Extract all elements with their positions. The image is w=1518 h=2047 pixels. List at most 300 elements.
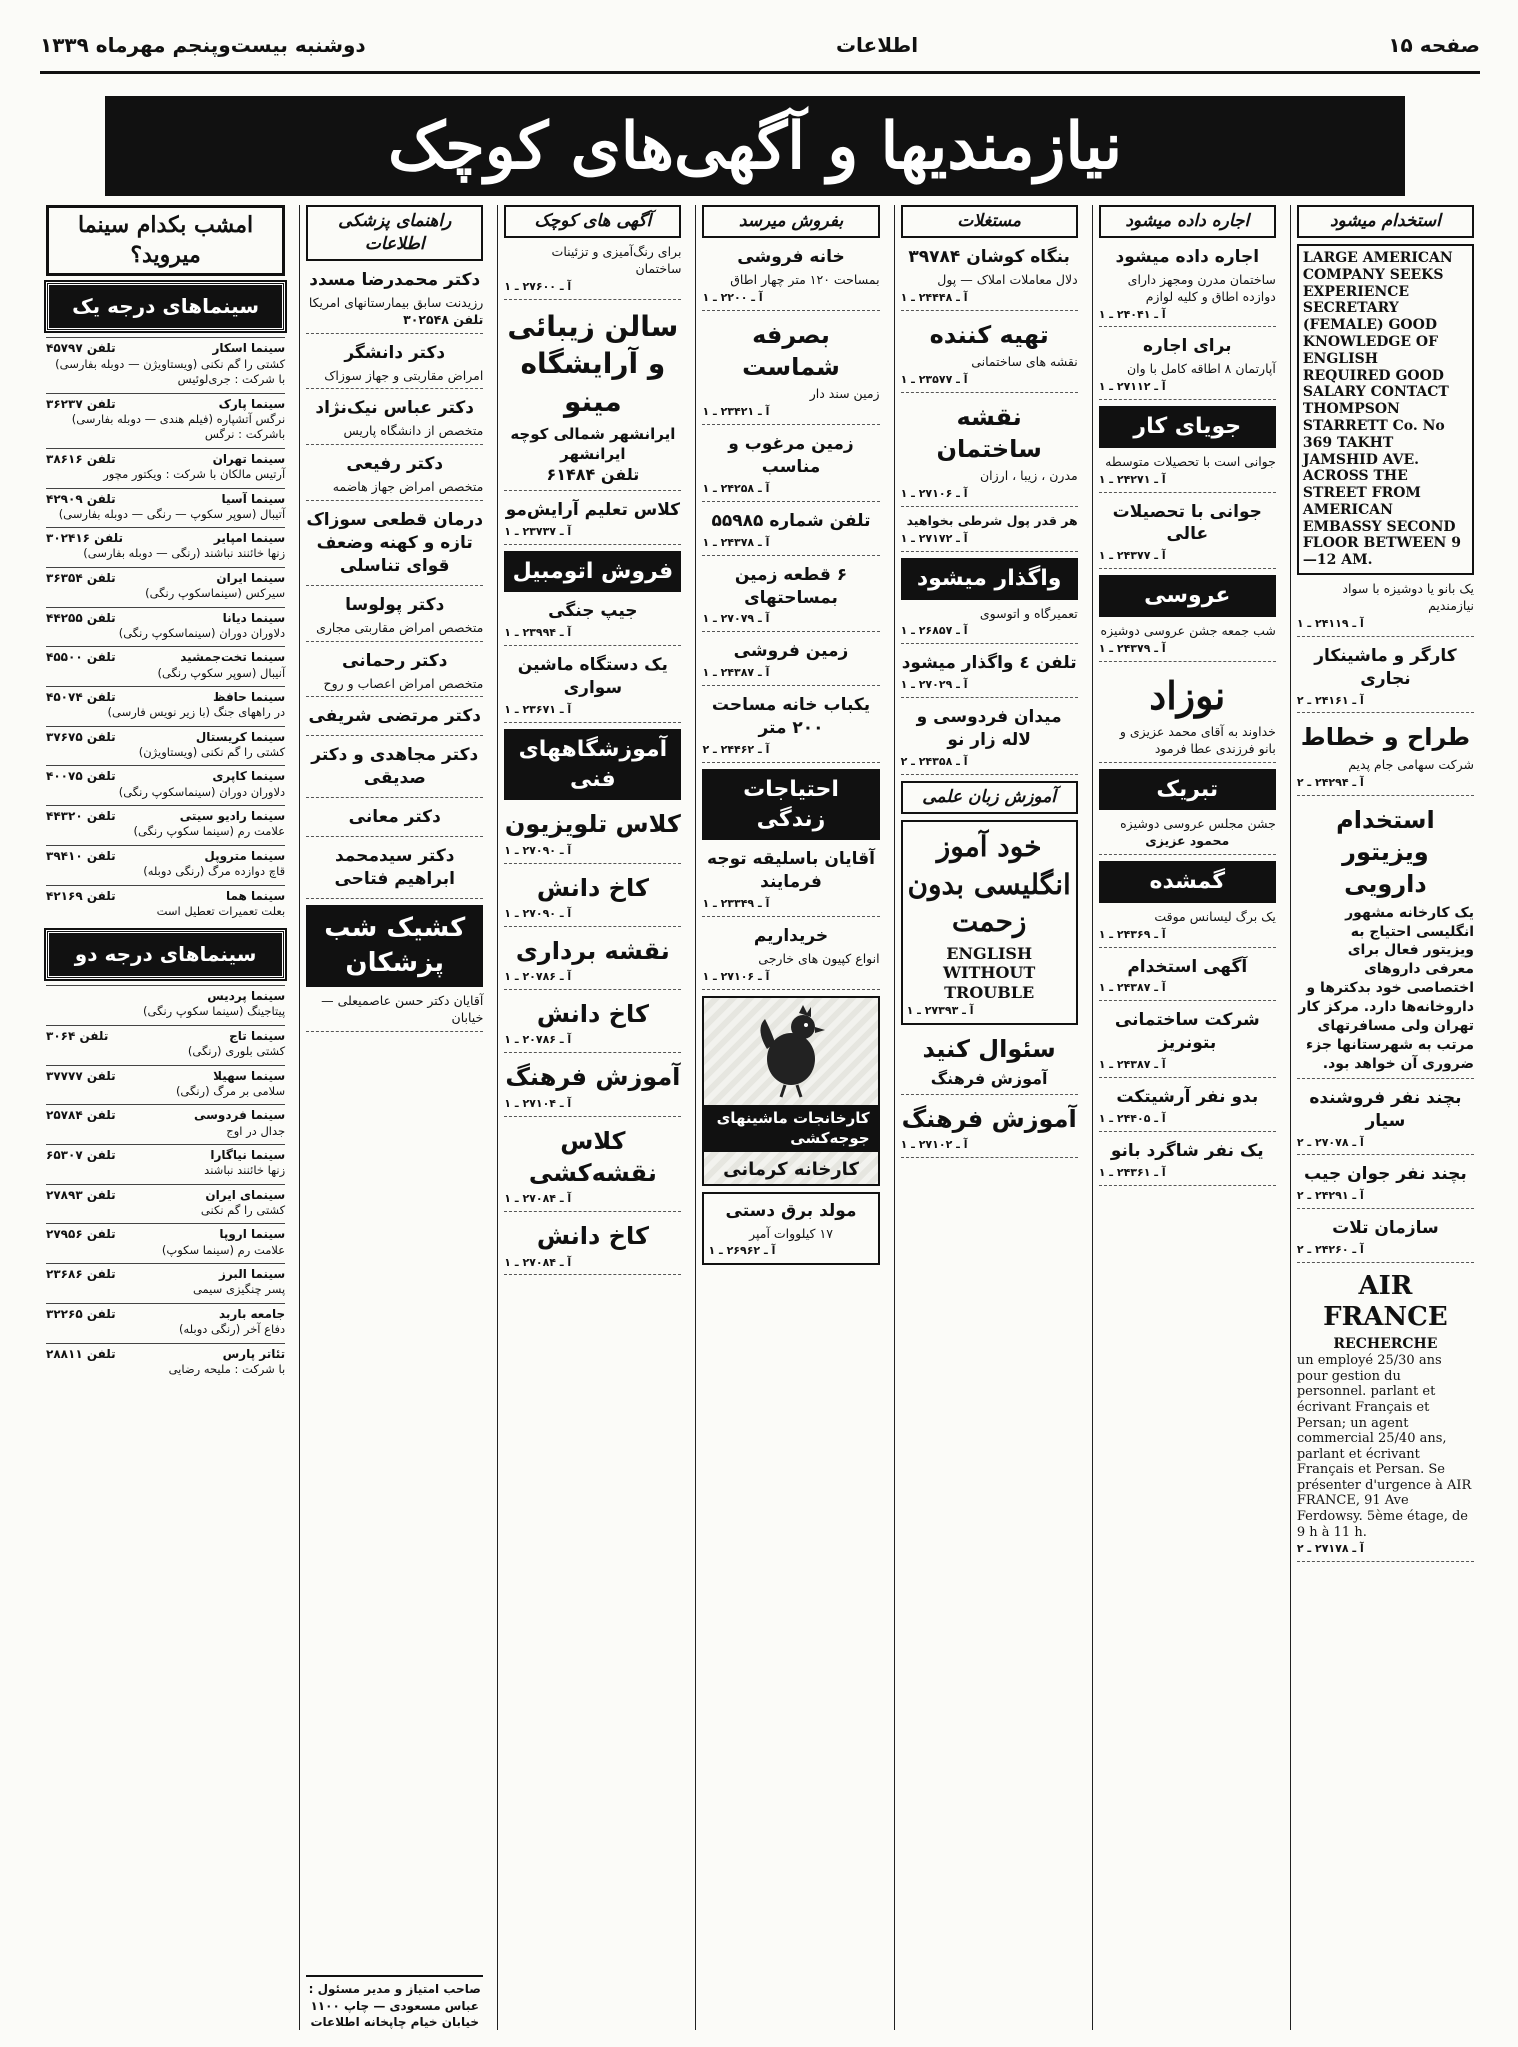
ad-title: کارگر و ماشینکار نجاری	[1314, 645, 1457, 689]
cinema-listing	[46, 805, 285, 840]
ad-title: سئوال کنید	[922, 1034, 1056, 1063]
cinema-name: سینما سهیلا	[213, 1068, 286, 1083]
sale-ad	[702, 317, 879, 426]
cinema-phone: تلفن ۴۲۹۰۹	[46, 491, 116, 506]
cinema-phone: تلفن ۴۴۲۵۵	[46, 610, 116, 625]
ad-title: بچند نفر فروشنده سیار	[1309, 1087, 1462, 1131]
cinema-listing	[46, 337, 285, 387]
cinema-name-row	[46, 1065, 285, 1084]
ad-title: جوانی با تحصیلات عالی	[1112, 501, 1262, 545]
ad-text: جوانی است با تحصیلات متوسطه	[1105, 453, 1276, 469]
doctor-ad	[306, 267, 483, 334]
wedding-ad	[1099, 623, 1276, 662]
column-title: مستغلات	[901, 205, 1078, 238]
ad-code: آ ـ ۲۰۷۸۶ ـ ۱	[504, 1033, 572, 1047]
cinema-name-row	[46, 805, 285, 824]
ad-title: کلاس نقشه‌کشی	[528, 1126, 657, 1187]
car-ad	[504, 652, 681, 723]
ad-code: آ ـ ۲۷۰۷۹ ـ ۱	[702, 612, 770, 626]
ad-title: طراح و خطاط	[1300, 723, 1471, 752]
ad-title: استخدام ویزیتور دارویی	[1336, 805, 1435, 899]
ad-title: کاخ دانش	[536, 1222, 649, 1251]
ad-code: آ ـ ۲۷۰۹۰ ـ ۱	[504, 843, 572, 857]
ad-code: آ ـ ۲۷۱۱۲ ـ ۱	[1098, 380, 1166, 394]
cinema-program: دفاع آخر (رنگی دوبله)	[179, 1322, 286, 1337]
sale-ad	[702, 508, 879, 556]
cinema-listing	[46, 1065, 285, 1100]
cinema-name: سینما البرز	[218, 1267, 286, 1282]
cinema-program: علامت رم (سینما سکوپ رنگی)	[133, 824, 286, 839]
ad-text: نقشه های ساختمانی	[971, 353, 1078, 369]
ad-code: آ ـ ۲۳۷۳۷ ـ ۱	[504, 524, 572, 538]
ad-code: آ ـ ۲۷۱۰۴ ـ ۱	[504, 1096, 572, 1110]
cinema-name: سینما هما	[225, 888, 286, 903]
cinema-program: سیرکس (سینماسکوپ رنگی)	[145, 586, 286, 601]
ad-code: آ ـ ۲۷۱۰۲ ـ ۱	[900, 1137, 968, 1151]
cinema-name-row	[46, 488, 285, 507]
cinema-phone: تلفن ۴۲۱۶۹	[46, 888, 116, 903]
ad-code: آ ـ ۲۳۵۷۷ ـ ۱	[900, 372, 968, 386]
column-title: آگهی های کوچک	[504, 205, 681, 238]
ad-code: آ ـ ۲۴۳۸۷ ـ ۱	[1098, 981, 1166, 995]
ad-title: اجاره داده میشود	[1115, 246, 1260, 267]
column-title: بفروش میرسد	[702, 205, 879, 238]
life-needs-ad	[702, 923, 879, 990]
ad-text: جشن مجلس عروسی دوشیزه	[1120, 816, 1276, 832]
ad-text: ایرانشهر شمالی کوچه ایرانشهر	[510, 424, 676, 464]
ad-title: دکتر مرتضی شریفی	[308, 706, 481, 727]
column-sales	[695, 205, 885, 2030]
ad-code: آ ـ ۲۷۰۹۰ ـ ۱	[504, 906, 572, 920]
column-medical	[299, 205, 489, 2030]
school-ad	[504, 996, 681, 1053]
ad-title: دکتر محمدرضا مسدد	[309, 269, 481, 290]
cinema-phone: تلفن ۳۶۳۵۴	[46, 570, 116, 585]
ad-phone: تلفن ۶۱۴۸۴	[546, 465, 640, 485]
business-ad	[901, 244, 1078, 311]
cinema-phone: تلفن ۴۴۳۲۰	[46, 809, 116, 824]
congratulation-ad	[1099, 816, 1276, 855]
ad-title: یکباب خانه مساحت ۲۰۰ متر	[711, 695, 871, 739]
cinema-phone: تلفن ۴۵۵۰۰	[46, 650, 116, 665]
section-heading-life-needs: احتیاجات زندگی	[702, 769, 879, 840]
cinema-listing	[46, 527, 285, 562]
column-cinemas	[40, 205, 291, 2030]
ad-code: آ ـ ۲۶۹۶۲ ـ ۱	[708, 1244, 776, 1258]
cinema-program: آرتیس مالکان با شرکت : ویکتور مچور	[103, 467, 286, 481]
ad-code: آ ـ ۲۴۳۶۱ ـ ۱	[1098, 1165, 1166, 1179]
second-class-cinema-list	[46, 985, 285, 1382]
ad-title: آگهی استخدام	[1127, 956, 1248, 977]
air-france-title: AIR FRANCE	[1323, 1270, 1448, 1333]
ad-code: آ ـ ۲۳۳۴۹ ـ ۱	[702, 897, 770, 911]
doctor-ad	[306, 804, 483, 837]
school-ad	[504, 1218, 681, 1275]
cinema-listing	[46, 393, 285, 443]
ad-title: بنگاه کوشان ۳۹۷۸۴	[908, 246, 1070, 267]
cinema-program: قاچ دوازده مرگ (رنگی دوبله)	[143, 864, 286, 879]
job-ad	[1099, 1084, 1276, 1132]
business-ad	[901, 317, 1078, 393]
ad-title: دکتر رحمانی	[342, 650, 448, 671]
cinema-phone: تلفن ۳۲۲۶۵	[46, 1306, 116, 1321]
doctor-ad	[306, 451, 483, 501]
cinema-name-row	[46, 1104, 285, 1123]
section-heading-cars: فروش اتومبیل	[504, 551, 681, 593]
english-job-ad	[1297, 244, 1474, 575]
ad-code: آ ـ ۲۰۷۸۶ ـ ۱	[504, 970, 572, 984]
sale-ad	[702, 638, 879, 686]
cinema-name: سینمای ایران	[205, 1187, 286, 1202]
column-title: امشب بکدام سینما میروید؟	[46, 205, 285, 276]
cinema-name-row	[46, 1263, 285, 1282]
cinema-name-row	[46, 393, 285, 412]
first-class-cinemas-heading: سینماهای درجه یک	[46, 282, 285, 331]
cinema-listing	[46, 488, 285, 523]
column-title: راهنمای پزشکی اطلاعات	[306, 205, 483, 261]
job-ad	[1297, 1085, 1474, 1156]
second-class-cinemas-heading: سینماهای درجه دو	[46, 930, 285, 979]
ad-title: تلفن شماره ۵۵۹۸۵	[711, 510, 871, 531]
cinema-program: کشتی را گم نکنی	[200, 1202, 286, 1217]
ad-text: متخصص امراض جهاز هاضمه	[332, 479, 484, 495]
figure-caption: کارخانجات ماشینهای جوجه‌کشی	[704, 1105, 877, 1152]
job-seeker-ad	[1099, 499, 1276, 570]
cinema-listing	[46, 448, 285, 483]
newborn-ad	[1099, 668, 1276, 763]
cinema-name-row	[46, 607, 285, 626]
ad-title: سالن زیبائی و آرایشگاه مینو	[507, 309, 679, 419]
ad-code: آ ـ ۲۴۲۹۴ ـ ۲	[1296, 775, 1364, 789]
job-ad	[1297, 1161, 1474, 1209]
cinema-program: آنیبال (سوپر سکوپ رنگی)	[157, 665, 286, 680]
cinema-name: سینما امپایر	[213, 531, 286, 546]
cinema-name: سینما تهران	[212, 451, 286, 466]
column-title: استخدام میشود	[1297, 205, 1474, 238]
ad-title: کاخ دانش	[536, 1000, 649, 1029]
life-needs-ad	[702, 846, 879, 917]
ad-title: کلاس تعلیم آرایش‌مو	[505, 500, 681, 521]
english-course-ad	[901, 820, 1078, 1025]
cinema-phone: تلفن ۲۵۷۸۴	[46, 1108, 116, 1123]
cinema-phone: تلفن ۲۷۸۹۳	[46, 1187, 116, 1202]
ad-title: تلفن ٤ واگذار میشود	[901, 653, 1077, 674]
cinema-name-row	[46, 845, 285, 864]
cinema-phone: تلفن ۴۵۰۷۴	[46, 690, 116, 705]
job-seeker-ad	[1099, 454, 1276, 493]
ad-text: انواع کپیون های خارجی	[758, 950, 880, 966]
ad-code: آ ـ ۲۴۱۱۹ ـ ۱	[1296, 616, 1364, 630]
ad-title: دکتر پولوسا	[345, 594, 445, 615]
cinema-name: سینما تخت‌جمشید	[180, 650, 286, 665]
cinema-listing	[46, 1223, 285, 1258]
ad-code: آ ـ ۲۷۶۰۰ ـ ۱	[504, 279, 572, 293]
ad-title: نقشه ساختمان	[936, 402, 1042, 464]
sale-ad	[702, 431, 879, 502]
publisher-signature: صاحب امتیاز و مدیر مسئول : عباس مسعودی — چاپ ۱۱۰۰ خیابان خیام چاپخانه اطلاعات	[306, 1975, 483, 2030]
ad-text: برای رنگ‌آمیزی و تزئینات ساختمان	[551, 243, 682, 276]
cinema-program: پیتاجینگ (سینما سکوپ رنگی)	[143, 1004, 286, 1019]
ad-english-title: ENGLISH WITHOUT TROUBLE	[943, 944, 1036, 1002]
cinema-name: سینما فردوسی	[193, 1108, 286, 1123]
cinema-phone: تلفن ۳۸۶۱۶	[46, 451, 116, 466]
cinema-name-row	[46, 985, 285, 1004]
business-ad	[901, 399, 1078, 508]
ad-title: مولد برق دستی	[725, 1200, 857, 1221]
ad-title: جیپ جنگی	[548, 601, 638, 622]
ad-code: آ ـ ۲۷۱۷۲ ـ ۱	[900, 532, 968, 546]
ad-code: آ ـ ۲۳۴۲۱ ـ ۱	[702, 405, 770, 419]
ad-text: بمساحت ۱۲۰ متر چهار اطاق	[730, 271, 880, 287]
ad-code: آ ـ ۲۷۱۰۶ ـ ۱	[702, 969, 770, 983]
generator-ad	[702, 1192, 879, 1266]
cinema-name: سینما دیانا	[222, 610, 286, 625]
cinema-name-row	[46, 1025, 285, 1044]
ad-title: زمین مرغوب و مناسب	[728, 434, 854, 478]
ad-code: آ ـ ۲۴۳۷۹ ـ ۱	[1098, 641, 1166, 655]
ad-code: آ ـ ۲۴۴۶۲ ـ ۲	[702, 742, 770, 756]
ad-title: دکتر دانشگر	[344, 342, 446, 363]
cinema-name-row	[46, 1144, 285, 1163]
cinema-listing	[46, 1263, 285, 1298]
ad-code: آ ـ ۲۷۳۹۳ ـ ۱	[906, 1003, 974, 1017]
cinema-program: زنها خائنند نباشند (رنگی — دوبله بفارسی)	[83, 546, 286, 561]
cinema-listing	[46, 1343, 285, 1378]
salon-ad	[504, 306, 681, 491]
ad-text: یک کارخانه مشهور انگلیسی احتیاج به ویزیتور فعال برای معرفی داروهای اختصاصی خود بدکترها و داروخانه‌ها دارد. مرکز کار تهران ولی مسافرتهای مرتب به شهرستانها جزء ضروری آن خواهد بود.	[1298, 904, 1474, 1072]
cinema-program: بعلت تعمیرات تعطیل است	[156, 903, 286, 918]
rooster-illustration	[751, 999, 831, 1099]
ad-text: رزیدنت سابق بیمارستانهای امریکا	[308, 294, 484, 310]
newspaper-name: اطلاعات	[835, 32, 919, 57]
incubator-advertisement	[702, 996, 879, 1186]
cinema-name: سینما کاپری	[212, 769, 286, 784]
doctor-ad	[306, 507, 483, 586]
ad-text: آپارتمان ۸ اطاقه کامل با وان	[1126, 361, 1276, 377]
section-heading-technical-schools: آموزشگاههای فنی	[504, 729, 681, 800]
job-ad	[1099, 1007, 1276, 1078]
ad-code: آ ـ ۲۲۰۰ ـ ۱	[702, 290, 763, 304]
page-header	[40, 18, 1480, 74]
ad-title: دکتر مجاهدی و دکتر صدیقی	[311, 745, 479, 789]
ad-title: سازمان تلات	[1332, 1218, 1439, 1239]
cinema-phone: تلفن ۳۷۷۷۷	[46, 1068, 116, 1083]
ad-code: آ ـ ۲۷۱۰۶ ـ ۱	[900, 487, 968, 501]
cinema-name: سینما آسیا	[221, 491, 286, 506]
rental-ad	[1099, 333, 1276, 400]
cinema-program: کشتی بلوری (رنگی)	[187, 1044, 286, 1059]
cinema-phone: تلفن ۳۰۶۴	[46, 1028, 109, 1043]
cinema-program: نرگس آتشپاره (فیلم هندی — دوبله بفارسی) باشرکت : نرگس	[71, 411, 286, 442]
section-heading-congratulations: تبریک	[1099, 769, 1276, 811]
business-ad	[901, 513, 1078, 552]
cinema-name-row	[46, 1184, 285, 1203]
ad-code: آ ـ ۲۴۴۴۸ ـ ۱	[900, 290, 968, 304]
ad-title: خود آموز انگلیسی بدون زحمت	[907, 829, 1071, 939]
ad-phone: تلفن ۳۰۲۵۴۸	[403, 311, 484, 327]
ad-title: برای اجاره	[1143, 336, 1232, 357]
sale-ad	[702, 692, 879, 763]
cinema-name: سینما رادیو سیتی	[179, 809, 286, 824]
ad-text: خداوند به آقای محمد عزیزی و بانو فرزندی عطا فرمود	[1119, 723, 1276, 756]
ad-text: مدرن ، زیبا ، ارزان	[979, 468, 1078, 484]
cinema-name-row	[46, 1343, 285, 1362]
column-business	[894, 205, 1084, 2030]
cinema-program: سلامی بر مرگ (رنگی)	[175, 1083, 286, 1098]
ad-text: متخصص امراض مقاربتی مجاری	[316, 619, 484, 635]
ad-title: آموزش فرهنگ	[505, 1063, 681, 1092]
classified-columns	[40, 205, 1480, 2030]
section-heading-job-seekers: جویای کار	[1099, 406, 1276, 448]
column-rentals	[1092, 205, 1282, 2030]
ad-title: یک نفر شاگرد بانو	[1110, 1140, 1264, 1161]
job-ad	[1099, 954, 1276, 1002]
cinema-listing	[46, 726, 285, 761]
cinema-phone: تلفن ۴۵۷۹۷	[46, 341, 116, 356]
doctor-ad	[306, 340, 483, 390]
cinema-listing	[46, 646, 285, 681]
ad-title: درمان قطعی سوزاک تازه و کهنه وضعف قوای تناسلی	[306, 510, 484, 576]
cinema-name: سینما اسکار	[212, 341, 286, 356]
doctor-ad	[306, 648, 483, 698]
ad-text: تعمیرگاه و اتوسوی	[979, 605, 1078, 621]
ad-code: آ ـ ۲۳۹۹۴ ـ ۱	[504, 626, 572, 640]
ad-title: شرکت ساختمانی بتونریز	[1114, 1010, 1260, 1054]
cinema-program: آتیبال (سوپر سکوپ — رنگی — دوبله بفارسی)	[58, 506, 286, 521]
cinema-name: سینما نیاگارا	[210, 1148, 286, 1163]
cinema-listing	[46, 567, 285, 602]
cinema-listing	[46, 1144, 285, 1179]
sale-ad	[702, 244, 879, 311]
sale-ad	[702, 562, 879, 633]
ad-code: آ ـ ۲۴۳۸۷ ـ ۱	[702, 666, 770, 680]
cinema-program: جدال در اوج	[226, 1123, 286, 1138]
ad-title: خریداریم	[753, 925, 829, 946]
job-ad	[1297, 643, 1474, 714]
ad-title: دکتر سیدمحمد ابراهیم فتاحی	[334, 846, 455, 890]
issue-date: دوشنبه بیست‌وپنجم مهرماه ۱۳۳۹	[40, 32, 366, 57]
ad-code: آ ـ ۲۷۱۷۸ ـ ۲	[1296, 1542, 1364, 1556]
section-heading-teaching: آموزش زبان علمی	[901, 781, 1078, 814]
cinema-phone: تلفن ۳۶۲۳۷	[46, 396, 116, 411]
ad-title: میدان فردوسی و لاله زار نو	[916, 707, 1062, 751]
ad-title: دکتر معانی	[348, 807, 441, 828]
doctor-ad	[306, 703, 483, 736]
section-heading-night-doctors: کشیک شب پزشکان	[306, 905, 483, 987]
transfer-ad	[901, 650, 1078, 698]
ad-code: آ ـ ۲۴۳۸۷ ـ ۱	[1098, 1058, 1166, 1072]
cinema-listing	[46, 845, 285, 880]
cinema-name-row	[46, 885, 285, 904]
course-ad	[901, 1101, 1078, 1158]
school-ad	[504, 806, 681, 863]
cinema-phone: تلفن ۳۰۲۴۱۶	[46, 531, 123, 546]
cinema-phone: تلفن ۳۹۴۱۰	[46, 848, 116, 863]
job-ad	[1297, 1215, 1474, 1263]
column-employment	[1290, 205, 1480, 2030]
section-heading-lost: گمشده	[1099, 861, 1276, 903]
cinema-name: سینما ایران	[216, 570, 286, 585]
job-ad	[1297, 719, 1474, 795]
cinema-name: سینما تاج	[229, 1028, 286, 1043]
ad-code: آ ـ ۲۴۲۵۸ ـ ۱	[702, 481, 770, 495]
cinema-listing	[46, 607, 285, 642]
cinema-listing	[46, 1303, 285, 1338]
cinema-name: جامعه باربد	[218, 1306, 286, 1321]
ad-text: متخصص امراض اعصاب و روح	[323, 675, 484, 691]
ad-title: دکتر رفیعی	[346, 454, 444, 475]
ad-title: کاخ دانش	[536, 873, 649, 902]
cinema-listing	[46, 765, 285, 800]
cinema-program: با شرکت : ملیحه رضایی	[168, 1361, 286, 1376]
section-heading-transfer: واگذار میشود	[901, 558, 1078, 600]
ad-code: آ ـ ۲۷۰۸۴ ـ ۱	[504, 1255, 572, 1269]
ad-text: دلال معاملات املاک — پول	[937, 271, 1078, 287]
transfer-ad	[901, 606, 1078, 645]
ad-title: یک دستگاه ماشین سواری	[517, 655, 668, 699]
cinema-name-row	[46, 1303, 285, 1322]
cinema-phone: تلفن ۳۷۶۷۵	[46, 729, 116, 744]
cinema-name-row	[46, 765, 285, 784]
cinema-phone: تلفن ۲۸۸۱۱	[46, 1346, 116, 1361]
cinema-name: سینما حافظ	[212, 690, 286, 705]
ad-code: آ ـ ۲۷۰۷۸ ـ ۲	[1296, 1135, 1364, 1149]
course-ad	[901, 1031, 1078, 1095]
cinema-name-row	[46, 726, 285, 745]
cinema-program: پسر چنگیزی سیمی	[192, 1282, 286, 1297]
cinema-listing	[46, 1025, 285, 1060]
ad-code: آ ـ ۲۷۰۲۹ ـ ۱	[900, 678, 968, 692]
transfer-ad	[901, 704, 1078, 775]
cinema-program: در راههای جنگ (با زیر نویس فارسی)	[107, 705, 286, 720]
ad-title: نقشه برداری	[515, 936, 670, 965]
ad-title: نوزاد	[1149, 672, 1226, 718]
ad-title: بصرفه شماست	[742, 320, 840, 381]
ad-code: آ ـ ۲۴۳۷۷ ـ ۱	[1098, 549, 1166, 563]
ad-code: آ ـ ۲۴۳۵۸ ـ ۲	[900, 754, 968, 768]
ad-text: شرکت سهامی جام پدیم	[1348, 756, 1474, 772]
cinema-program: زنها خائنند نباشند	[204, 1163, 286, 1178]
ad-title: زمین فروشی	[733, 641, 849, 662]
cinema-listing	[46, 1104, 285, 1139]
cinema-phone: تلفن ۲۳۶۸۶	[46, 1267, 116, 1282]
cinema-listing	[46, 1184, 285, 1219]
cinema-phone: تلفن ۲۷۹۵۶	[46, 1227, 116, 1242]
ad-title: کلاس تلویزیون	[504, 810, 681, 839]
ad-text: متخصص از دانشگاه پاریس	[343, 423, 484, 439]
ad-text: یک بانو یا دوشیزه با سواد نیازمندیم	[1342, 581, 1474, 613]
ad-title: دکتر عباس نیک‌نژاد	[315, 398, 475, 419]
cinema-name: سینما متروپل	[204, 848, 286, 863]
ad-title: تهیه کننده	[929, 320, 1049, 349]
job-ad	[1099, 1138, 1276, 1186]
ad-code: آ ـ ۲۴۲۹۱ ـ ۲	[1296, 1189, 1364, 1203]
ad-subtitle: آموزش فرهنگ	[930, 1068, 1048, 1088]
cinema-name: سینما اروپا	[219, 1227, 286, 1242]
cinema-name-row	[46, 686, 285, 705]
doctor-ad	[306, 592, 483, 642]
ad-text: زمین سند دار	[809, 386, 880, 402]
car-ad	[504, 598, 681, 646]
ad-code: آ ـ ۲۴۴۰۵ ـ ۱	[1098, 1111, 1166, 1125]
cinema-name-row	[46, 448, 285, 467]
cinema-listing	[46, 885, 285, 920]
cinema-name: سینما کریستال	[195, 729, 286, 744]
cinema-program: دلاوران دوران (سینماسکوپ رنگی)	[118, 625, 286, 640]
ad-title: ۶ قطعه زمین بمساحتهای	[734, 564, 848, 608]
section-heading-wedding: عروسی	[1099, 575, 1276, 617]
ad-text: ساختمان مدرن ومجهز دارای دوازده اطاق و کلیه لوازم	[1127, 271, 1276, 304]
